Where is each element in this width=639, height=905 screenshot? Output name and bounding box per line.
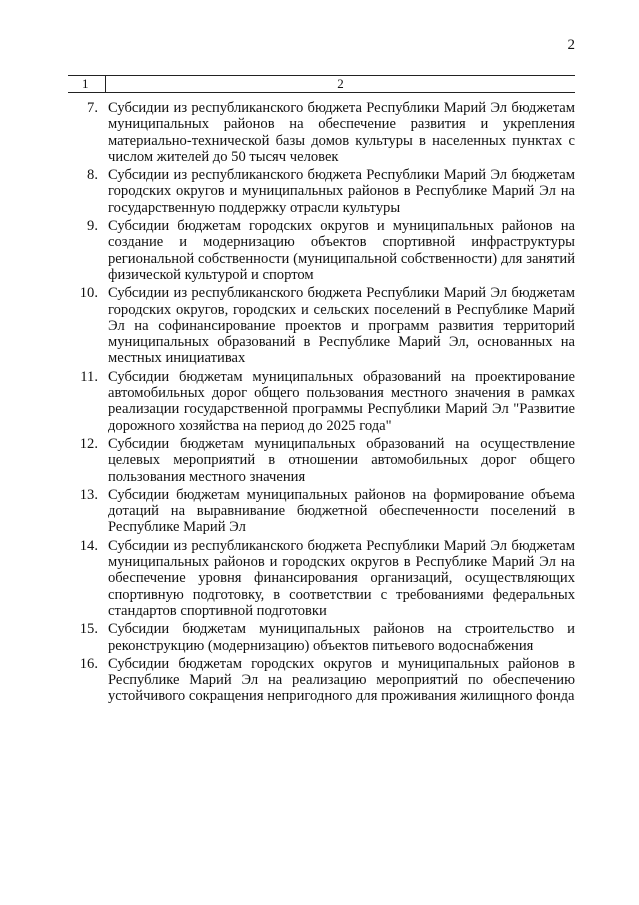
row-number: 16.	[79, 655, 98, 672]
row-text: Субсидии из республиканского бюджета Республики Марий Эл бюджетам муниципальных районов на обеспечение развития и укрепления материально-технической базы домов культуры в населенных пунктах с числом жителей до 50 тысяч человек	[108, 100, 575, 165]
table-row	[68, 538, 575, 619]
row-number: 12.	[79, 435, 98, 452]
table-row	[68, 621, 575, 654]
row-number: 10.	[79, 285, 98, 302]
page-number: 2	[567, 37, 575, 53]
row-number: 11.	[80, 368, 98, 385]
row-text: Субсидии из республиканского бюджета Республики Марий Эл бюджетам городских округов и муниципальных районов в Республике Марий Эл на государственную поддержку отрасли культуры	[108, 167, 575, 216]
table-row	[68, 100, 575, 165]
row-text: Субсидии бюджетам муниципальных районов на строительство и реконструкцию (модернизацию) объектов питьевого водоснабжения	[108, 621, 575, 654]
table-header-col-1: 1	[68, 76, 106, 92]
row-number: 15.	[79, 621, 98, 638]
row-text: Субсидии из республиканского бюджета Республики Марий Эл бюджетам городских округов, городских и сельских поселений в Республике Марий Эл на софинансирование проектов и программ развития территорий муниципальных образований в Республике Марий Эл, основанных на местных инициативах	[108, 285, 575, 367]
table-row	[68, 167, 575, 216]
row-text: Субсидии бюджетам муниципальных образований на проектирование автомобильных дорог общего пользования местного значения в рамках реализации государственной программы Республики Марий Эл "Развитие дорожного хозяйства на период до 2025 года"	[108, 368, 575, 434]
table-row	[68, 656, 575, 705]
row-number: 9.	[87, 218, 98, 235]
table-body	[68, 100, 575, 705]
table-row	[68, 285, 575, 366]
row-text: Субсидии бюджетам муниципальных образований на осуществление целевых мероприятий в отношении автомобильных дорог общего пользования местного значения	[108, 435, 575, 485]
row-number: 7.	[87, 100, 98, 116]
row-text: Субсидии бюджетам городских округов и муниципальных районов в Республике Марий Эл на реализацию мероприятий по обеспечению устойчивого сокращения непригодного для проживания жилищного фонда	[108, 655, 575, 705]
table-row	[68, 218, 575, 283]
table-header-col-2: 2	[337, 76, 344, 91]
row-number: 8.	[87, 167, 98, 184]
row-number: 14.	[79, 537, 98, 554]
table-row	[68, 369, 575, 434]
row-number: 13.	[79, 486, 98, 503]
table-row	[68, 436, 575, 485]
row-text: Субсидии бюджетам городских округов и муниципальных районов на создание и модернизацию объектов спортивной инфраструктуры региональной собственности (муниципальной собственности) для занятий физической культурой и спортом	[108, 218, 575, 283]
row-text: Субсидии из республиканского бюджета Республики Марий Эл бюджетам муниципальных районов и городских округов в Республике Марий Эл на обеспечение уровня финансирования организаций, осуществляющих спортивную подготовку, в соответствии с требованиями федеральных стандартов спортивной подготовки	[108, 537, 575, 619]
row-text: Субсидии бюджетам муниципальных районов на формирование объема дотаций на выравнивание бюджетной обеспеченности поселений в Республике Марий Эл	[108, 486, 575, 536]
subsidies-table	[68, 75, 575, 707]
table-header-row	[68, 75, 575, 93]
table-row	[68, 487, 575, 536]
